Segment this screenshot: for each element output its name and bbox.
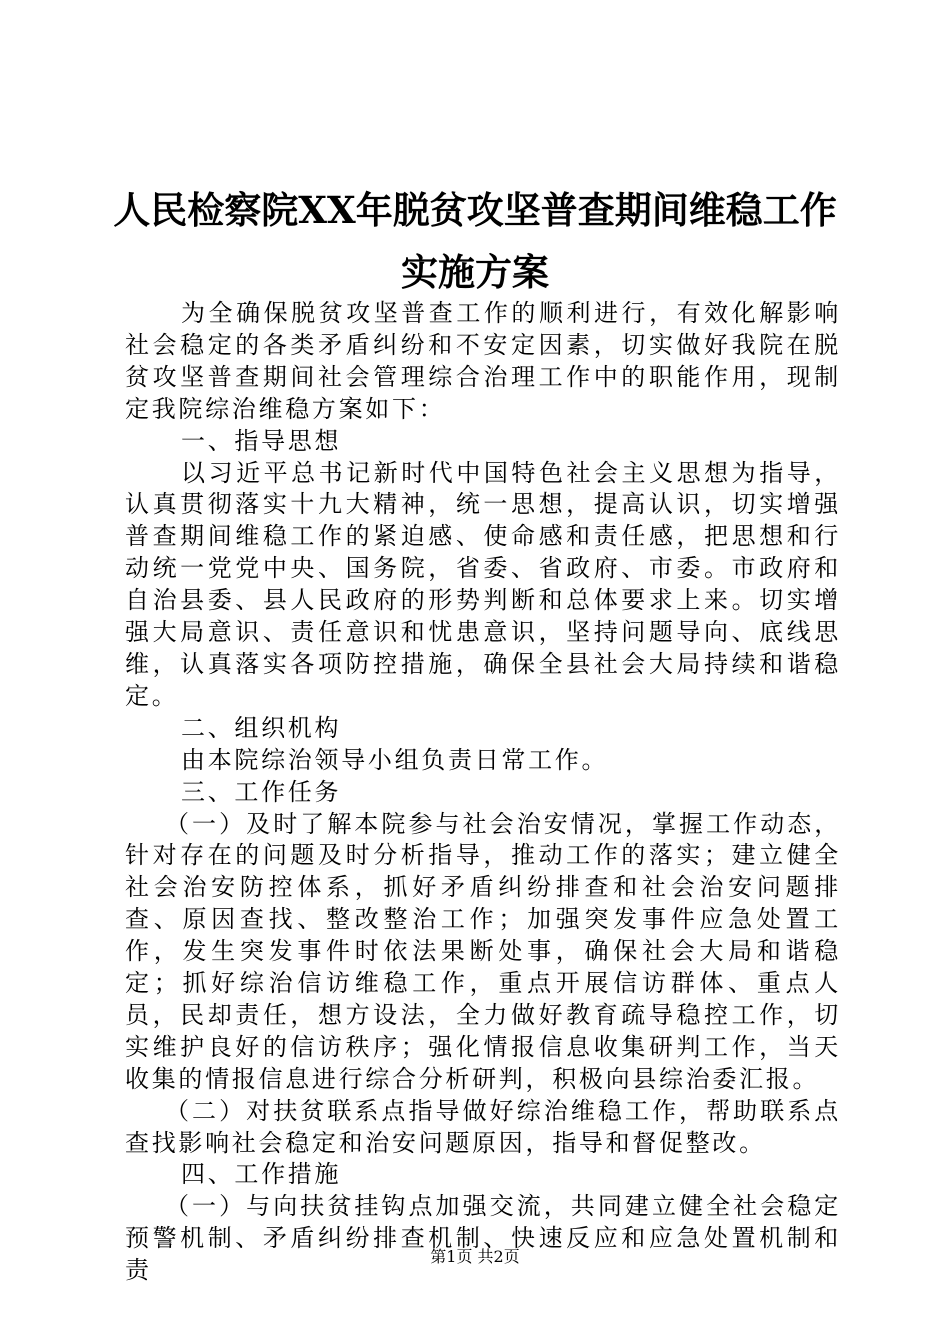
organization-paragraph: 由本院综治领导小组负责日常工作。 (181, 745, 609, 774)
document-title-line2: 实施方案 (401, 250, 549, 294)
document-body (125, 298, 841, 1287)
section-heading-measures: 四、工作措施 (181, 1160, 342, 1189)
task-item-2: （二）对扶贫联系点指导做好综治维稳工作，帮助联系点查找影响社会稳定和治安问题原因，指导和督促整改。 (125, 1096, 841, 1157)
section-heading-organization: 二、组织机构 (181, 713, 342, 742)
intro-paragraph: 为全确保脱贫攻坚普查工作的顺利进行，有效化解影响社会稳定的各类矛盾纠纷和不安定因素，切实做好我院在脱贫攻坚普查期间社会管理综合治理工作中的职能作用，现制定我院综治维稳方案如下： (125, 299, 841, 423)
section-heading-tasks: 三、工作任务 (181, 777, 342, 806)
section-heading-guiding-ideology: 一、指导思想 (181, 426, 342, 455)
measure-item-1: （一）与向扶贫挂钩点加强交流，共同建立健全社会稳定预警机制、矛盾纠纷排查机制、快速反应和应急处置机制和责 (125, 1192, 841, 1285)
task-item-1: （一）及时了解本院参与社会治安情况，掌握工作动态，针对存在的问题及时分析指导，推动工作的落实；建立健全社会治安防控体系，抓好矛盾纠纷排查和社会治安问题排查、原因查找、整改整治工作；加强突发事件应急处置工作，发生突发事件时依法果断处事，确保社会大局和谐稳定；抓好综治信访维稳工作，重点开展信访群体、重点人员，民却责任，想方设法，全力做好教育疏导稳控工作，切实维护良好的信访秩序；强化情报信息收集研判工作，当天收集的情报信息进行综合分析研判，积极向县综治委汇报。 (125, 809, 841, 1093)
document-title-line1: 人民检察院XX年脱贫攻坚普查期间维稳工作 (113, 188, 837, 232)
guiding-ideology-paragraph: 以习近平总书记新时代中国特色社会主义思想为指导，认真贯彻落实十九大精神，统一思想，提高认识，切实增强普查期间维稳工作的紧迫感、使命感和责任感，把思想和行动统一党党中央、国务院，省委、省政府、市委。市政府和自治县委、县人民政府的形势判断和总体要求上来。切实增强大局意识、责任意识和忧患意识，坚持问题导向、底线思维，认真落实各项防控措施，确保全县社会大局持续和谐稳定。 (125, 458, 841, 710)
page-number-footer: 第1页 共2页 (430, 1247, 520, 1266)
